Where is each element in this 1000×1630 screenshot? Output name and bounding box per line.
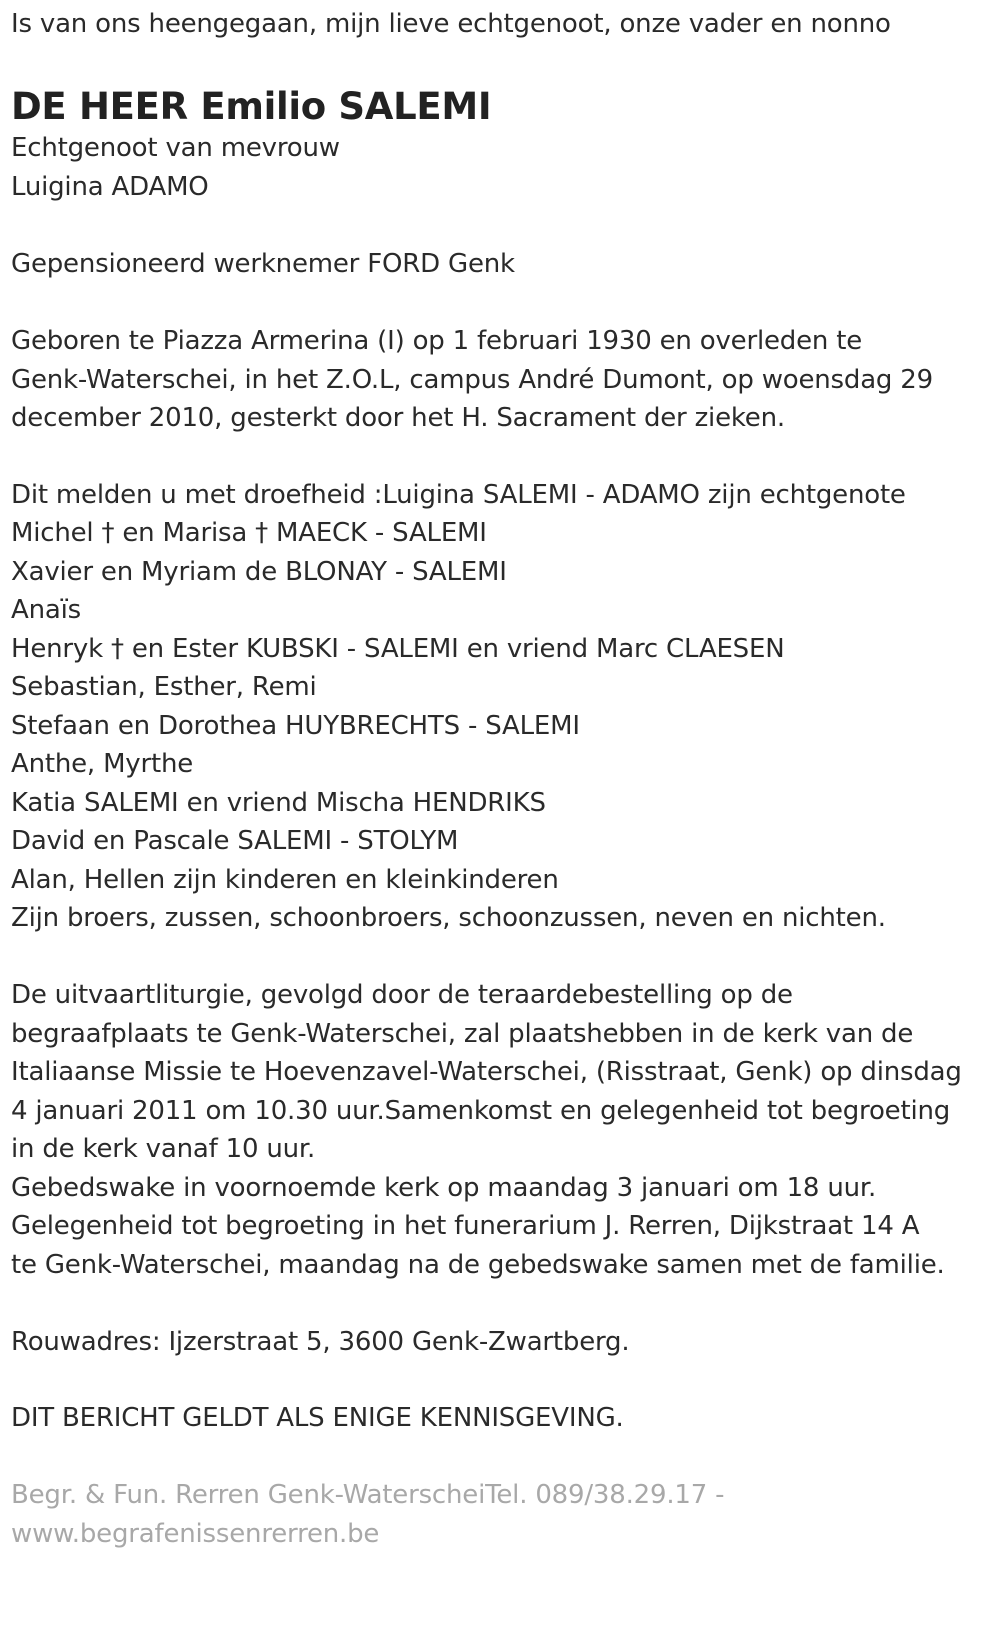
family-line: Stefaan en Dorothea HUYBRECHTS - SALEMI — [11, 711, 580, 741]
family-line: Xavier en Myriam de BLONAY - SALEMI — [11, 557, 507, 587]
funeral-home-website: www.begrafenissenrerren.be — [11, 1519, 380, 1549]
ceremony-line: begraafplaats te Genk-Waterschei, zal plaatshebben in de kerk van de — [11, 1019, 914, 1049]
ceremony-line: Gelegenheid tot begroeting in het funerarium J. Rerren, Dijkstraat 14 A — [11, 1211, 920, 1241]
spouse-line-1: Echtgenoot van mevrouw — [11, 133, 340, 163]
family-line: Michel † en Marisa † MAECK - SALEMI — [11, 518, 487, 548]
family-line: Anaïs — [11, 595, 81, 625]
ceremony-line: Italiaanse Missie te Hoevenzavel-Waterschei, (Risstraat, Genk) op dinsdag — [11, 1057, 962, 1087]
birth-death-line: december 2010, gesterkt door het H. Sacrament der zieken. — [11, 403, 785, 433]
family-line: Zijn broers, zussen, schoonbroers, schoonzussen, neven en nichten. — [11, 903, 886, 933]
funeral-home-line: Begr. & Fun. Rerren Genk-WaterscheiTel. 089/38.29.17 - — [11, 1480, 725, 1510]
occupation-text: Gepensioneerd werknemer FORD Genk — [11, 249, 515, 279]
family-line: Henryk † en Ester KUBSKI - SALEMI en vriend Marc CLAESEN — [11, 634, 785, 664]
ceremony-line: in de kerk vanaf 10 uur. — [11, 1134, 316, 1164]
family-line: Sebastian, Esther, Remi — [11, 672, 317, 702]
birth-death-line: Genk-Waterschei, in het Z.O.L, campus André Dumont, op woensdag 29 — [11, 365, 933, 395]
family-line: Katia SALEMI en vriend Mischa HENDRIKS — [11, 788, 546, 818]
ceremony-line: te Genk-Waterschei, maandag na de gebedswake samen met de familie. — [11, 1250, 945, 1280]
ceremony-line: 4 januari 2011 om 10.30 uur.Samenkomst en gelegenheid tot begroeting — [11, 1096, 951, 1126]
family-line: David en Pascale SALEMI - STOLYM — [11, 826, 459, 856]
ceremony-line: Gebedswake in voornoemde kerk op maandag 3 januari om 18 uur. — [11, 1173, 877, 1203]
spouse-line-2: Luigina ADAMO — [11, 172, 209, 202]
family-line: Alan, Hellen zijn kinderen en kleinkinderen — [11, 865, 559, 895]
closing-statement: DIT BERICHT GELDT ALS ENIGE KENNISGEVING. — [11, 1403, 624, 1433]
family-line: Anthe, Myrthe — [11, 749, 194, 779]
mourning-address: Rouwadres: Ijzerstraat 5, 3600 Genk-Zwartberg. — [11, 1327, 630, 1357]
birth-death-line: Geboren te Piazza Armerina (I) op 1 februari 1930 en overleden te — [11, 326, 862, 356]
ceremony-line: De uitvaartliturgie, gevolgd door de teraardebestelling op de — [11, 980, 793, 1010]
deceased-name: DE HEER Emilio SALEMI — [11, 85, 492, 128]
family-line: Dit melden u met droefheid :Luigina SALEMI - ADAMO zijn echtgenote — [11, 480, 906, 510]
intro-text: Is van ons heengegaan, mijn lieve echtgenoot, onze vader en nonno — [11, 9, 891, 39]
